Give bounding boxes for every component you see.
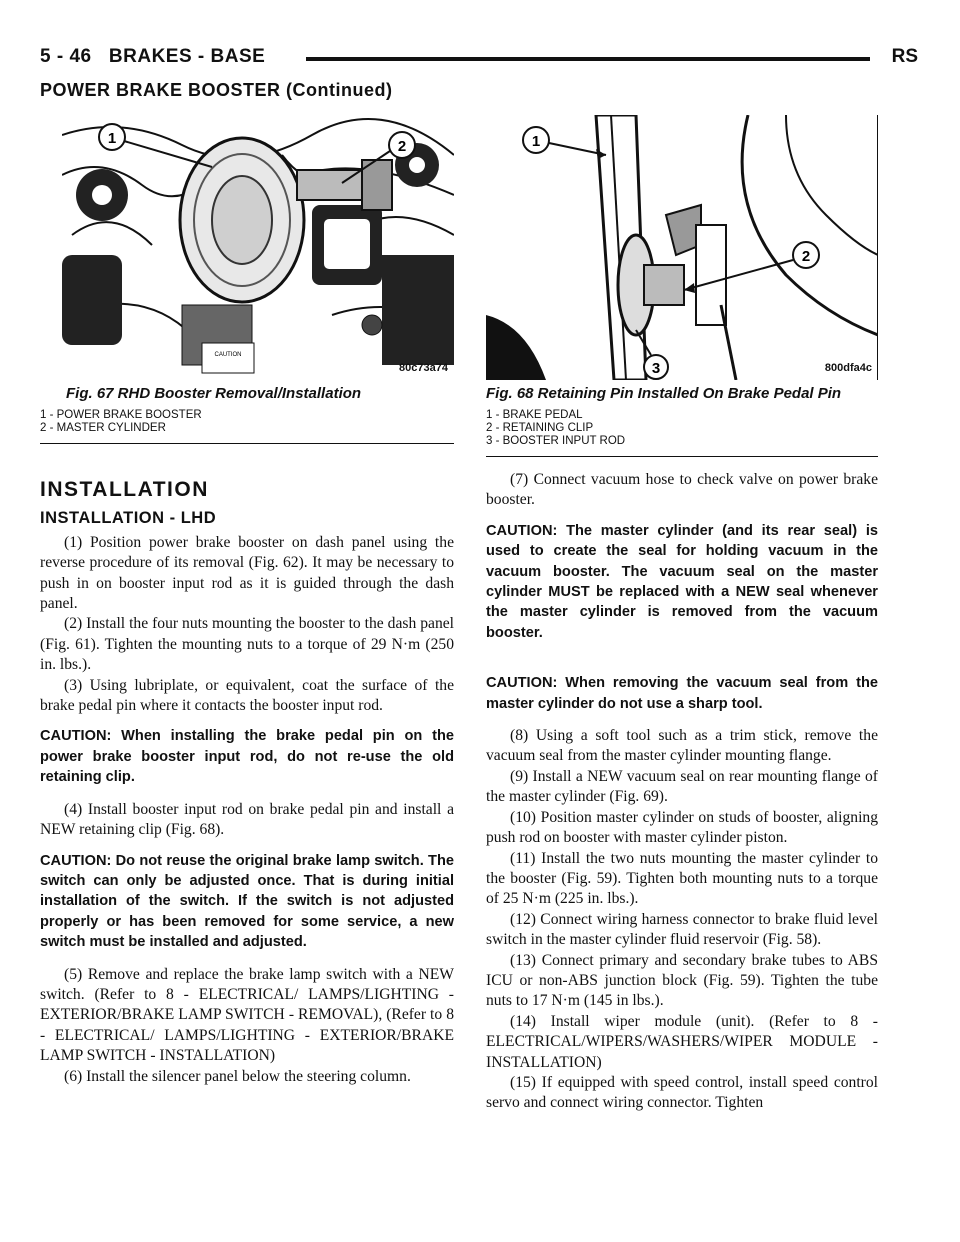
step-15: (15) If equipped with speed control, install speed control servo and connect wiring connector. Tighten [486,1073,878,1112]
callout-3: 3 [651,360,661,377]
caution-label-text: CAUTION [214,352,242,358]
installation-heading: INSTALLATION [40,478,209,501]
figure-67-legend [40,409,202,435]
header-rule [306,57,870,61]
legend-item: 2 - MASTER CYLINDER [40,422,166,434]
right-column [486,470,878,1114]
step-11: (11) Install the two nuts mounting the master cylinder to the booster (Fig. 59). Tighten both mounting nuts to a torque of 25 N·m (225 in. lbs.). [486,849,878,908]
booster-engine-bay-drawing [62,115,454,380]
step-1: (1) Position power brake booster on dash panel using the reverse procedure of its removal (Fig. 62). It may be necessary to push in on booster input rod as it is guided through the dash panel. [40,533,454,613]
installation-lhd-heading: INSTALLATION - LHD [40,509,217,528]
step-5: (5) Remove and replace the brake lamp switch with a NEW switch. (Refer to 8 - ELECTRICAL/ LAMPS/LIGHTING - EXTERIOR/BRAKE LAMP SWITCH - REMOVAL), (Refer to 8 - ELECTRICAL/ LAMPS/LIGHTING - EXTERIOR/BRAKE LAMP SWITCH - INSTALLATION) [40,965,454,1065]
callout-1: 1 [107,130,117,147]
step-10: (10) Position master cylinder on studs of booster, aligning push rod on booster with master cylinder piston. [486,808,878,847]
page-header [40,46,918,74]
figure-67-illustration [62,115,454,380]
caution-note: CAUTION: When installing the brake pedal pin on the power brake booster input rod, do not re-use the old retaining clip. [40,728,454,786]
figure-67-caption: Fig. 67 RHD Booster Removal/Installation [66,385,362,402]
step-12: (12) Connect wiring harness connector to brake fluid level switch in the master cylinder fluid reservoir (Fig. 58). [486,910,878,949]
model-code: RS [891,46,918,67]
caution-note: CAUTION: Do not reuse the original brake lamp switch. The switch can only be adjusted once. That is during initial installation of the switch. If the switch is not adjusted properly or has been removed for some service, a new switch must be installed and adjusted. [40,852,454,951]
caution-note: CAUTION: When removing the vacuum seal from the master cylinder do not use a sharp tool. [486,675,878,712]
step-2: (2) Install the four nuts mounting the booster to the dash panel (Fig. 61). Tighten the mounting nuts to a torque of 29 N·m (250 in. lbs.). [40,615,454,674]
legend-item: 1 - BRAKE PEDAL [486,409,583,421]
figure-code: 800dfa4c [824,362,872,374]
step-8: (8) Using a soft tool such as a trim stick, remove the vacuum seal from the master cylinder mounting flange. [486,727,878,765]
legend-item: 1 - POWER BRAKE BOOSTER [40,409,202,421]
step-7: (7) Connect vacuum hose to check valve on power brake booster. [486,471,878,509]
step-3: (3) Using lubriplate, or equivalent, coat the surface of the brake pedal pin where it contacts the booster input rod. [40,676,454,715]
figure-68-legend [486,409,625,448]
figure-68-illustration [486,115,878,380]
callout-1: 1 [531,133,541,150]
legend-rule [40,443,454,444]
brake-pedal-pin-drawing [486,115,878,380]
figure-68-caption: Fig. 68 Retaining Pin Installed On Brake Pedal Pin [486,385,842,402]
callout-2: 2 [801,248,811,265]
step-14: (14) Install wiper module (unit). (Refer to 8 - ELECTRICAL/WIPERS/WASHERS/WIPER MODULE - INSTALLATION) [486,1012,878,1071]
caution-note: CAUTION: The master cylinder (and its rear seal) is used to create the seal for holding vacuum in the vacuum booster. The vacuum seal on the master cylinder MUST be replaced with a NEW seal whenever the master cylinder is removed from the vacuum booster. [486,522,878,641]
step-6: (6) Install the silencer panel below the steering column. [64,1067,411,1085]
step-9: (9) Install a NEW vacuum seal on rear mounting flange of the master cylinder (Fig. 69). [486,767,878,806]
figure-code: 80c73a74 [399,362,448,374]
section-title: POWER BRAKE BOOSTER (Continued) [40,80,393,100]
page-label: 5 - 46 BRAKES - BASE [40,46,266,67]
step-13: (13) Connect primary and secondary brake tubes to ABS ICU or non-ABS junction block (Fig. 59). Tighten the tube nuts to 17 N·m (145 in lbs.). [486,951,878,1010]
step-4: (4) Install booster input rod on brake pedal pin and install a NEW retaining clip (Fig. 68). [40,800,454,839]
callout-2: 2 [397,138,407,155]
left-column [40,480,454,1087]
legend-item: 2 - RETAINING CLIP [486,422,594,434]
legend-item: 3 - BOOSTER INPUT ROD [486,435,626,447]
legend-rule [486,456,878,457]
